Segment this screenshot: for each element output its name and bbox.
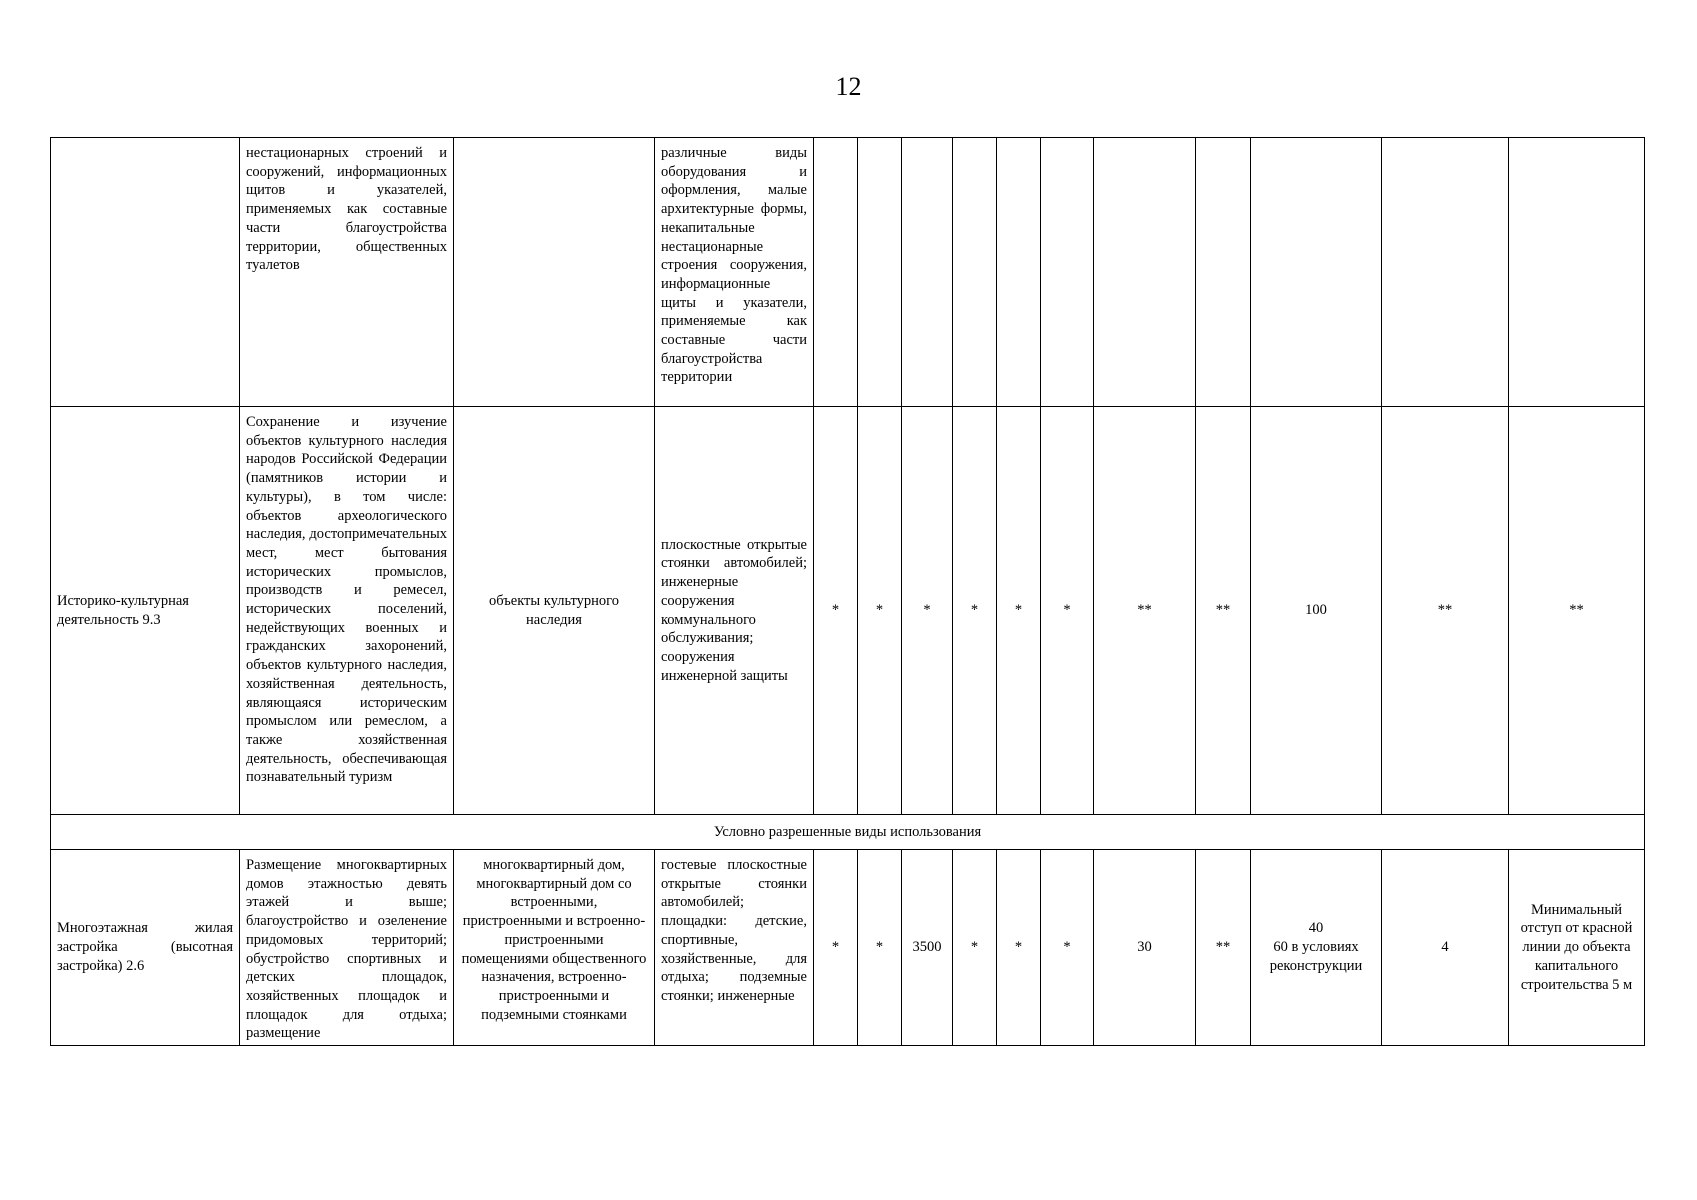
use-description-cell: нестационарных строений и сооружений, информационных щитов и указателей, применяемых как составные части благоустройства территории, общественных туалетов	[240, 138, 454, 407]
param-cell: *	[997, 850, 1041, 1046]
main-objects-cell	[454, 138, 655, 407]
param-cell: **	[1094, 407, 1196, 815]
param-cell	[1196, 138, 1251, 407]
param-cell	[1382, 138, 1509, 407]
param-cell	[953, 138, 997, 407]
param-cell: *	[953, 850, 997, 1046]
param-cell: 100	[1251, 407, 1382, 815]
param-cell: **	[1196, 407, 1251, 815]
param-cell	[1041, 138, 1094, 407]
param-cell: 4	[1382, 850, 1509, 1046]
section-row	[51, 815, 1645, 850]
param-cell: *	[1041, 407, 1094, 815]
param-cell: Минимальный отступ от красной линии до объекта капитального строительства 5 м	[1509, 850, 1645, 1046]
page-number: 12	[835, 72, 862, 101]
param-cell: 30	[1094, 850, 1196, 1046]
use-name-cell: Историко-культурная деятельность 9.3	[51, 407, 240, 815]
table-row	[51, 138, 1645, 407]
param-cell: *	[814, 850, 858, 1046]
param-cell	[814, 138, 858, 407]
auxiliary-objects-cell: различные виды оборудования и оформления, малые архитектурные формы, некапитальные нестационарные строения сооружения, информационные щиты и указатели, применяемые как составные части благоустройства территории	[655, 138, 814, 407]
auxiliary-objects-cell: плоскостные открытые стоянки автомобилей; инженерные сооружения коммунального обслуживания; сооружения инженерной защиты	[655, 407, 814, 815]
table-body	[51, 138, 1645, 1046]
section-title: Условно разрешенные виды использования	[51, 815, 1645, 850]
main-objects-cell: многоквартирный дом, многоквартирный дом со встроенными, пристроенными и встроенно-пристроенными помещениями общественного назначения, встроенно-пристроенными и подземными стоянками	[454, 850, 655, 1046]
param-cell	[997, 138, 1041, 407]
param-cell: **	[1196, 850, 1251, 1046]
param-cell: **	[1509, 407, 1645, 815]
param-cell: 3500	[902, 850, 953, 1046]
param-cell	[1094, 138, 1196, 407]
main-objects-cell: объекты культурного наследия	[454, 407, 655, 815]
use-description-cell: Сохранение и изучение объектов культурного наследия народов Российской Федерации (памятников истории и культуры), в том числе: объектов археологического наследия, достопримечательных мест, мест бытования исторических промыслов, производств и ремесел, исторических поселений, недействующих военных и гражданских захоронений, объектов культурного наследия, хозяйственная деятельность, являющаяся историческим промыслом или ремеслом, а также хозяйственная деятельность, обеспечивающая познавательный туризм	[240, 407, 454, 815]
param-cell: *	[1041, 850, 1094, 1046]
use-description-cell: Размещение многоквартирных домов этажностью девять этажей и выше; благоустройство и озеленение придомовых территорий; обустройство спортивных и детских площадок, хозяйственных площадок и площадок для отдыха; размещение	[240, 850, 454, 1046]
param-cell	[902, 138, 953, 407]
param-cell: *	[997, 407, 1041, 815]
param-cell	[858, 138, 902, 407]
zoning-table	[50, 137, 1645, 1046]
use-name-cell: Многоэтажная жилая застройка (высотная застройка) 2.6	[51, 850, 240, 1046]
use-name-cell	[51, 138, 240, 407]
param-cell: *	[953, 407, 997, 815]
table-row	[51, 407, 1645, 815]
param-cell: 40 60 в условиях реконструкции	[1251, 850, 1382, 1046]
param-cell: **	[1382, 407, 1509, 815]
auxiliary-objects-cell: гостевые плоскостные открытые стоянки автомобилей; площадки: детские, спортивные, хозяйственные, для отдыха; подземные стоянки; инженерные	[655, 850, 814, 1046]
param-cell: *	[902, 407, 953, 815]
param-cell: *	[814, 407, 858, 815]
param-cell: *	[858, 407, 902, 815]
param-cell	[1251, 138, 1382, 407]
param-cell: *	[858, 850, 902, 1046]
param-cell	[1509, 138, 1645, 407]
table-row	[51, 850, 1645, 1046]
